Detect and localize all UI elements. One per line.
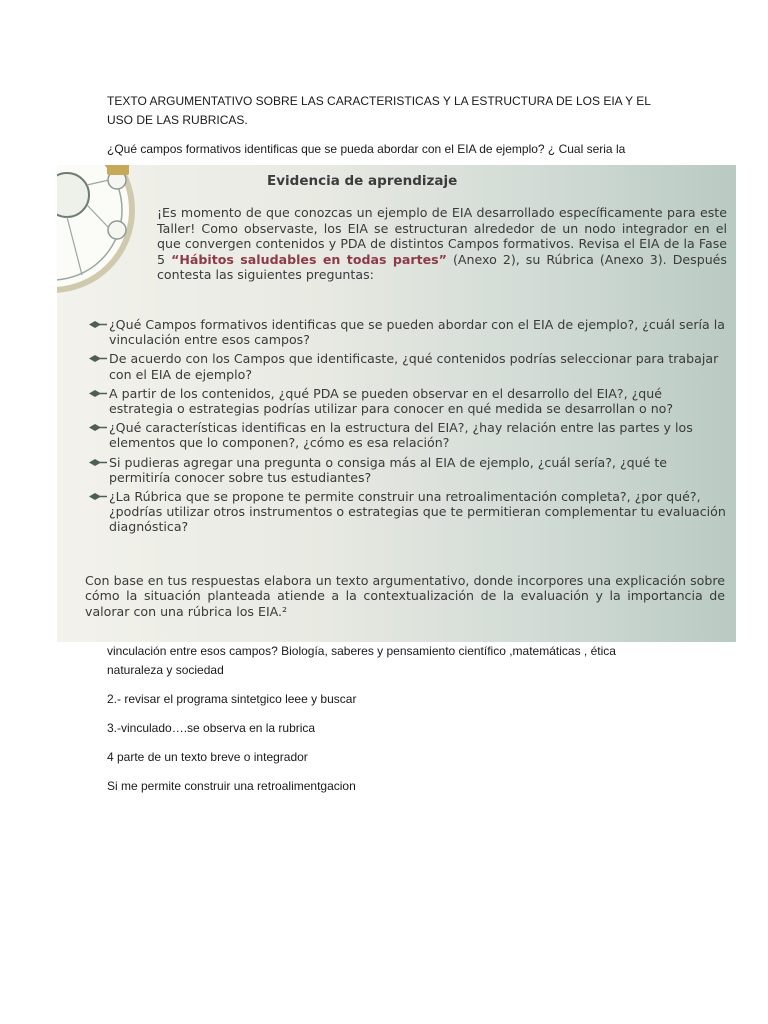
bullet-icon [87,455,107,470]
answer-3: 3.-vinculado….se observa en la rubrica [107,721,316,735]
list-item-text: ¿Qué características identificas en la estructura del EIA?, ¿hay relación entre las partes y los elementos que lo componen?, ¿cómo es esa relación? [109,420,693,451]
answer-2: 2.- revisar el programa sintetgico leee y buscar [107,692,357,706]
list-item-text: Si pudieras agregar una pregunta o consiga más al EIA de ejemplo, ¿cuál sería?, ¿qué te permitiría conocer sobre tus estudiantes? [109,454,668,485]
list-item [87,489,727,535]
bullet-icon [87,420,107,435]
campos-formativos-diagram-icon [57,165,137,295]
evidence-intro [157,205,727,283]
closing-instruction: Con base en tus respuestas elabora un texto argumentativo, donde incorpores una explicación sobre cómo la situación planteada atiende a la contextualización de la evaluación y la importancia de valorar con una rúbrica los EIA.² [85,573,725,619]
list-item [87,351,727,381]
embedded-screenshot [57,165,736,642]
list-item [87,455,727,485]
question-line: ¿Qué campos formativos identificas que se pueda abordar con el EIA de ejemplo? ¿ Cual seria la [107,142,626,156]
intro-text-before: ¡Es momento de que conozcas un ejemplo de EIA desarrollado específicamente para este Taller! Como observaste, los EIA se estructuran alrededor de un nodo integrador en el que convergen contenidos y PDA de distintos Campos formativos. Revisa el EIA de la Fase 5 [157,205,727,267]
answer-1: vinculación entre esos campos? Biología, saberes y pensamiento científico ,matemáticas , ética naturaleza y sociedad [107,644,616,677]
list-item-text: A partir de los contenidos, ¿qué PDA se pueden observar en el desarrollo del EIA?, ¿qué estrategia o estrategias podrías utilizar para conocer en qué medida se desarrollan o no? [109,385,674,417]
question-list [87,317,727,539]
list-item [87,317,727,347]
bullet-icon [87,489,107,504]
list-item [87,386,727,416]
evidence-heading: Evidencia de aprendizaje [267,173,458,189]
list-item [87,420,727,450]
answer-4: 4 parte de un texto breve o integrador [107,750,308,764]
document-title: TEXTO ARGUMENTATIVO SOBRE LAS CARACTERISTICAS Y LA ESTRUCTURA DE LOS EIA Y EL USO DE LAS RUBRICAS. [107,94,651,127]
bullet-icon [87,386,107,401]
bullet-icon [87,351,107,366]
intro-text-after: (Anexo 2), su Rúbrica (Anexo 3). Después contesta las siguientes preguntas: [157,251,727,282]
list-item-text: ¿La Rúbrica que se propone te permite construir una retroalimentación completa?, ¿por qué?, ¿podrías utilizar otros instrumentos o estrategias que te permitieran complementar tu evaluación diagnóstica? [109,489,726,535]
intro-highlight: “Hábitos saludables en todas partes” [171,251,447,267]
list-item-text: De acuerdo con los Campos que identificaste, ¿qué contenidos podrías seleccionar para trabajar con el EIA de ejemplo? [109,351,719,382]
bullet-icon [87,317,107,332]
answer-5: Si me permite construir una retroalimentgacion [107,779,356,793]
list-item-text: ¿Qué Campos formativos identificas que se pueden abordar con el EIA de ejemplo?, ¿cuál sería la vinculación entre esos campos? [109,317,725,348]
